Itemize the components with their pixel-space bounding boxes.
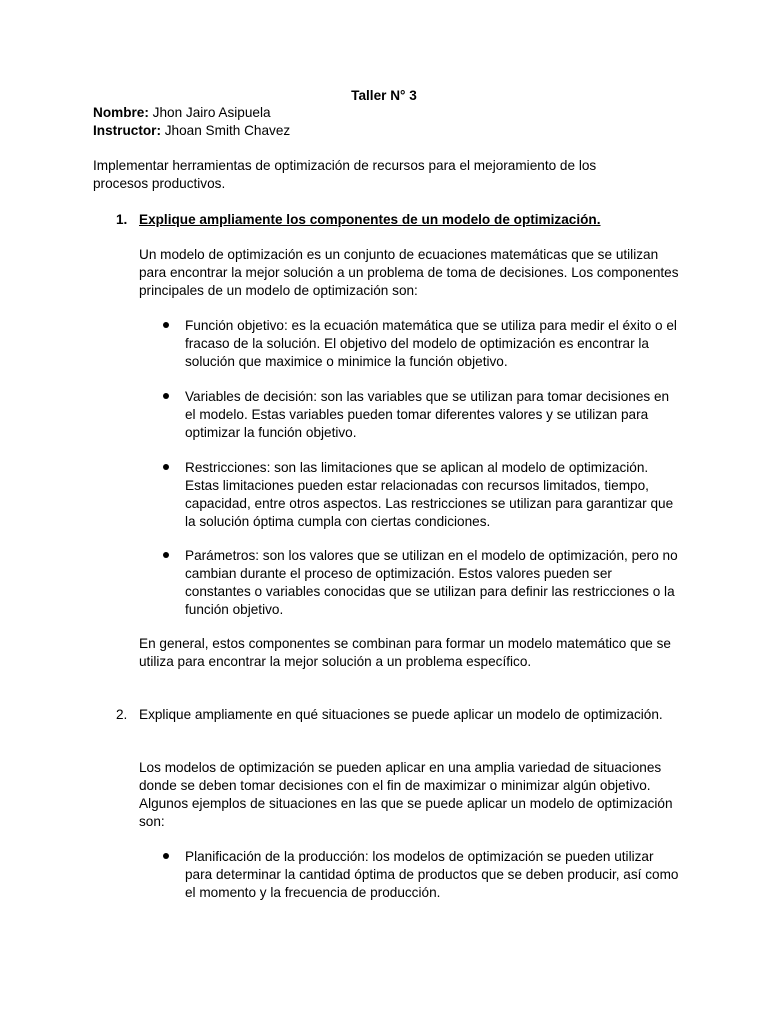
objective-paragraph: Implementar herramientas de optimización de recursos para el mejoramiento de los procesos productivos. xyxy=(93,158,597,191)
bullet-dot xyxy=(163,853,169,859)
document-title: Taller N° 3 xyxy=(351,88,417,103)
answer-conclusion: En general, estos componentes se combinan para formar un modelo matemático que se utiliza para encontrar la mejor solución a un problema específico. xyxy=(139,636,671,669)
question-number: 2. xyxy=(116,707,128,722)
instructor-value: Jhoan Smith Chavez xyxy=(160,123,291,138)
list-item: Planificación de la producción: los modelos de optimización se pueden utilizar para determinar la cantidad óptima de productos que se deben producir, así como el momento y la frecuencia de producción. xyxy=(185,849,679,900)
instructor-label: Instructor: xyxy=(93,123,161,138)
bullet-dot xyxy=(163,552,169,558)
bullet-dot xyxy=(163,393,169,399)
list-item: Restricciones: son las limitaciones que se aplican al modelo de optimización. Estas limitaciones pueden estar relacionadas con recursos limitados, tiempo, capacidad, entre otros aspectos. Las restricciones se utilizan para garantizar que la solución óptima cumpla con ciertas condiciones. xyxy=(185,460,674,529)
question-number: 1. xyxy=(116,212,128,227)
instructor-line xyxy=(93,122,290,140)
bullet-dot xyxy=(163,464,169,470)
question-heading: Explique ampliamente los componentes de un modelo de optimización. xyxy=(139,212,601,227)
list-item: Variables de decisión: son las variables que se utilizan para tomar decisiones en el modelo. Estas variables pueden tomar diferentes valores y se utilizan para optimizar la función objetivo. xyxy=(185,389,670,440)
question-heading: Explique ampliamente en qué situaciones se puede aplicar un modelo de optimización. xyxy=(139,707,663,722)
answer-intro: Un modelo de optimización es un conjunto de ecuaciones matemáticas que se utilizan para encontrar la mejor solución a un problema de toma de decisiones. Los componentes principales de un modelo de optimización son: xyxy=(139,247,679,298)
list-item: Función objetivo: es la ecuación matemática que se utiliza para medir el éxito o el fracaso de la solución. El objetivo del modelo de optimización es encontrar la solución que maximice o minimice la función objetivo. xyxy=(185,318,677,369)
bullet-dot xyxy=(163,322,169,328)
name-label: Nombre: xyxy=(93,105,149,120)
name-value: Jhon Jairo Asipuela xyxy=(148,105,271,120)
answer-intro: Los modelos de optimización se pueden aplicar en una amplia variedad de situaciones donde se deben tomar decisiones con el fin de maximizar o minimizar algún objetivo. Algunos ejemplos de situaciones en las que se puede aplicar un modelo de optimización son: xyxy=(139,760,673,829)
list-item: Parámetros: son los valores que se utilizan en el modelo de optimización, pero no cambian durante el proceso de optimización. Estos valores pueden ser constantes o variables conocidas que se utilizan para definir las restricciones o la función objetivo. xyxy=(185,548,678,617)
student-name-line xyxy=(93,104,271,122)
